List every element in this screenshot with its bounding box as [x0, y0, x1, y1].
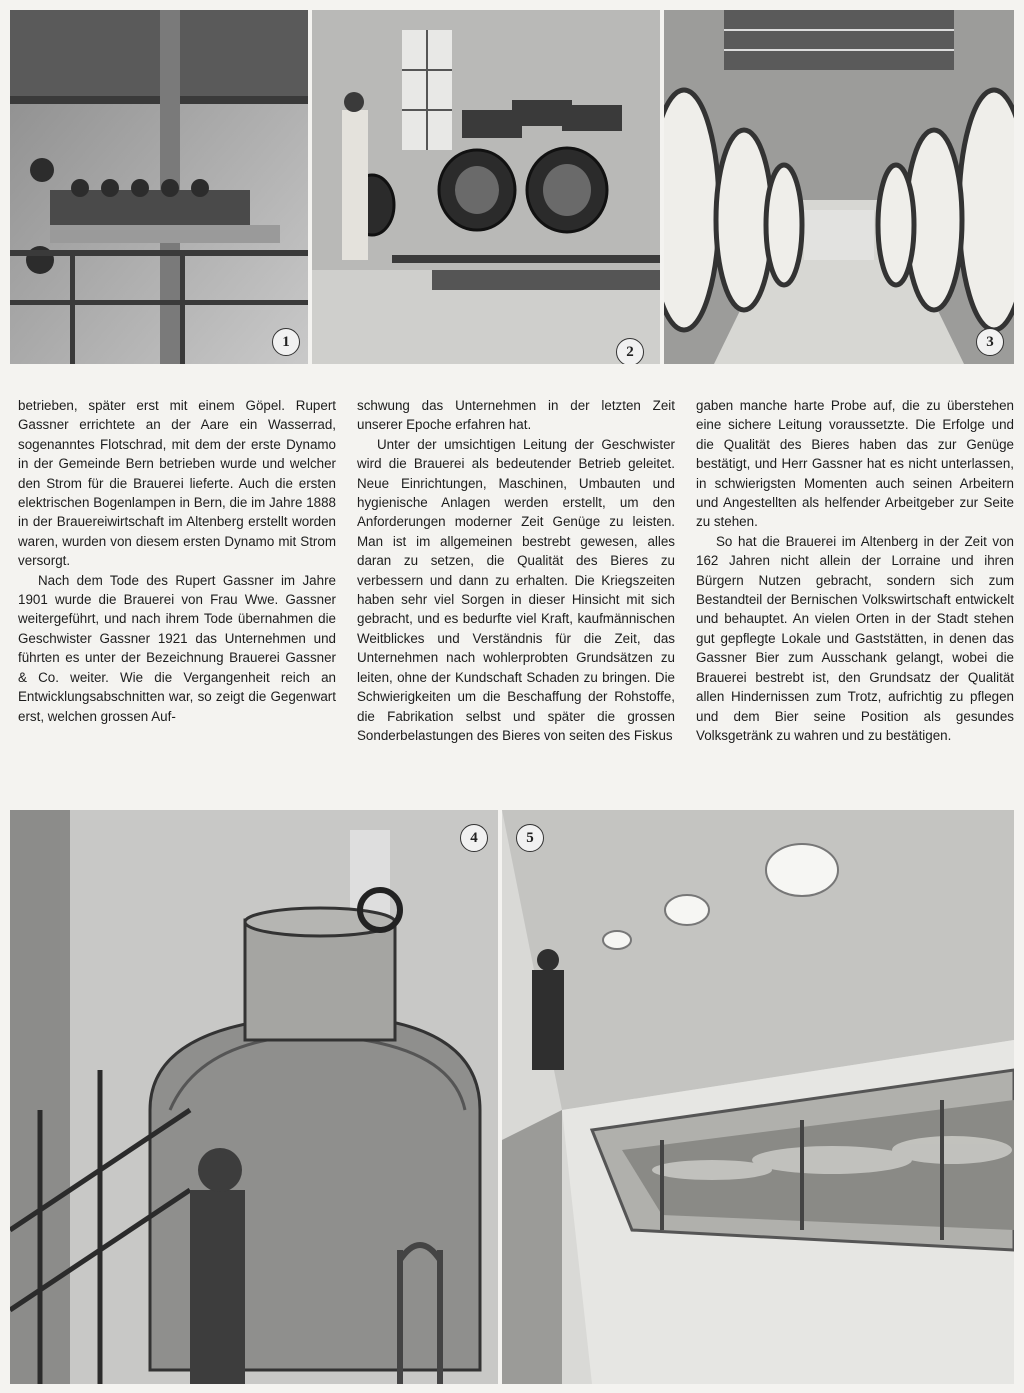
- paragraph: Nach dem Tode des Rupert Gassner im Jahre 1901 wurde die Brauerei von Frau Wwe. Gassner weitergeführt, und nach ihrem Tode übernahmen die Geschwister Gassner 1921 das Unternehmen und führten es unter der Bezeichnung Brauerei Gassner & Co. weiter. Wie die Vergangenheit reich an Entwicklungsabschnitten war, so zeigt die Gegenwart erst, welchen grossen Auf-: [18, 572, 336, 724]
- paragraph: betrieben, später erst mit einem Göpel. Rupert Gassner errichtete an der Aare ein Wasserrad, sogenanntes Flotschrad, mit dem der erste Dynamo in der Gemeinde Bern betrieben wurde und welcher den Strom für die Brauerei lieferte. Auch die ersten elektrischen Bogenlampen in Bern, die im Jahre 1888 in der Brauereiwirtschaft im Altenberg erstellt worden waren, wurden von diesem ersten Dynamo mit Strom versorgt.: [18, 398, 336, 569]
- photo-4-illustration: [10, 810, 498, 1384]
- paragraph: schwung das Unternehmen in der letzten Zeit unserer Epoche erfahren hat.: [357, 398, 675, 433]
- photo-number-badge: 4: [460, 824, 488, 852]
- text-column-1: [18, 396, 336, 776]
- paragraph: Unter der umsichtigen Leitung der Geschwister wird die Brauerei als bedeutender Betrieb geleitet. Neue Einrichtungen, Maschinen, Umbauten und hygienische Anlagen werden erstellt, um den Anforderungen moderner Zeit Genüge zu leisten. Man ist im allgemeinen bestrebt gewesen, alles daran zu setzen, die Qualität des Bieres zu verbessern und dann zu erhalten. Die Kriegszeiten haben sehr viel Sorgen in dieser Hinsicht mit sich gebracht, und es bedurfte viel Kraft, kaufmännischen Weitblickes und Verständnis für die Zeit, das Unternehmen nach wohlerprobten Grundsätzen zu leiten, ohne der Kundschaft Schaden zu bringen. Die Schwierigkeiten um die Beschaffung der Rohstoffe, die Fabrikation selbst und später die grossen Sonderbelastungen des Bieres von seiten des Fiskus: [357, 436, 675, 743]
- photo-number-badge: 1: [272, 328, 300, 356]
- photo-cellar-casks: [664, 10, 1014, 364]
- paragraph: gaben manche harte Probe auf, die zu überstehen eine sichere Leitung voraussetzte. Die Erfolge und die Qualität des Bieres haben das zur Genüge bestätigt, und Herr Gassner hat es nicht unterlassen, in schwierigsten Momenten auch seinen Arbeitern und Angestellten als helfender Arbeitgeber zur Seite zu stehen.: [696, 398, 1014, 530]
- photo-3-illustration: [664, 10, 1014, 364]
- text-column-3: [696, 396, 1014, 776]
- photo-number-badge: 2: [616, 338, 644, 364]
- paragraph: So hat die Brauerei im Altenberg in der Zeit von 162 Jahren nicht allein der Lorraine und ihren Bürgern Nutzen gebracht, sondern sich zum Bestandteil der Bernischen Volkswirtschaft entwickelt und behauptet. An vielen Orten in der Stadt stehen gut gepflegte Lokale und Gaststätten, in denen das Gassner Bier zum Ausschank gelangt, wobei die Brauerei bestrebt ist, den Grundsatz der Qualität allen Hindernissen zum Trotz, aufrichtig zu pflegen und dem Bier seine Position als gesundes Volksgetränk zu wahren und zu bestätigen.: [696, 533, 1014, 743]
- text-column-2: [357, 396, 675, 776]
- photo-number-badge: 5: [516, 824, 544, 852]
- photo-5-illustration: [502, 810, 1014, 1384]
- article-text: [18, 396, 1014, 776]
- photo-fermentation-vats: [502, 810, 1014, 1384]
- photo-barrel-washing: [312, 10, 660, 364]
- photo-brewhouse-machinery: [10, 10, 308, 364]
- photo-1-illustration: [10, 10, 308, 364]
- photo-number-badge: 3: [976, 328, 1004, 356]
- photo-2-illustration: [312, 10, 660, 364]
- photo-brewing-kettle: [10, 810, 498, 1384]
